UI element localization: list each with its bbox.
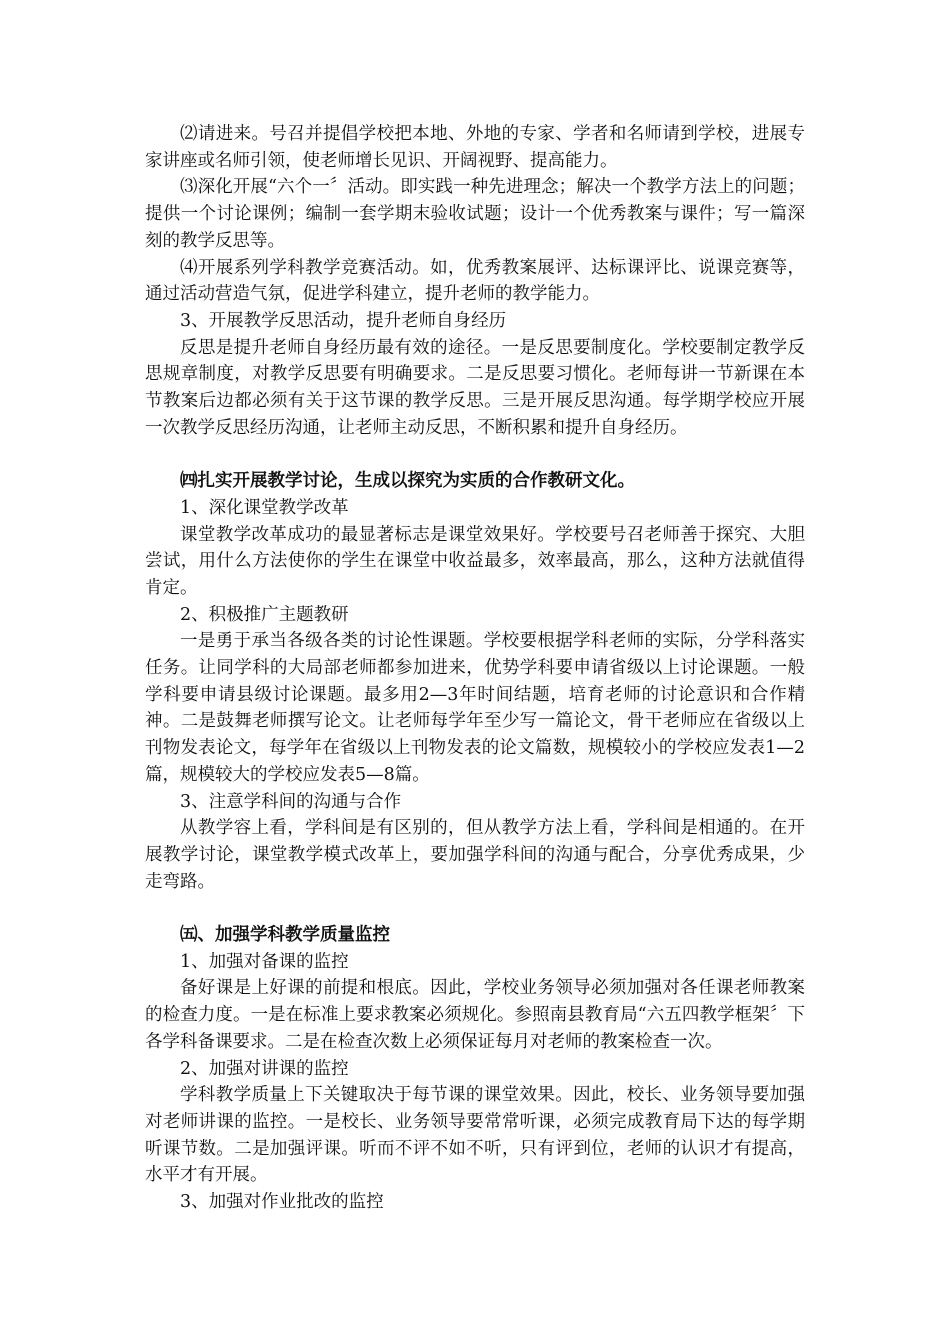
section5-paragraph-1: 备好课是上好课的前提和根底。因此，学校业务领导必须加强对各任课老师教案的检查力度。一是在标准上要求教案必须规化。参照南县教育局“六五四教学框架〞下各学科备课要求。二是在检查次数上必须保证每月对老师的教案检查一次。 — [145, 978, 805, 1052]
paragraph-six-ones: ⑶深化开展“六个一〞活动。即实践一种先进理念；解决一个教学方法上的问题；提供一个讨论课例；编制一套学期末验收试题；设计一个优秀教案与课件；写一篇深刻的教学反思等。 — [145, 177, 805, 251]
section5-heading: ㈤、加强学科教学质量监控 — [180, 925, 390, 946]
section4-paragraph-1: 课堂教学改革成功的最显著标志是课堂效果好。学校要号召老师善于探究、大胆尝试，用什么方法使你的学生在课堂中收益最多，效率最高，那么，这种方法就值得肯定。 — [145, 524, 805, 598]
section4-heading: ㈣扎实开展教学讨论，生成以探究为实质的合作教研文化。 — [180, 471, 635, 492]
paragraph-invite-experts: ⑵请进来。号召并提倡学校把本地、外地的专家、学者和名师请到学校，进展专家讲座或名师引领，使老师增长见识、开阔视野、提高能力。 — [145, 124, 805, 171]
section5-paragraph-2: 学科教学质量上下关键取决于每节课的课堂效果。因此，校长、业务领导要加强对老师讲课的监控。一是校长、业务领导要常常听课，必须完成教育局下达的每学期听课节数。二是加强评课。听而不评不如不听，只有评到位，老师的认识才有提高，水平才有开展。 — [145, 1085, 805, 1186]
section4-paragraph-3: 从教学容上看，学科间是有区别的，但从教学方法上看，学科间是相通的。在开展教学讨论，课堂教学模式改革上，要加强学科间的沟通与配合，分享优秀成果，少走弯路。 — [145, 818, 805, 892]
paragraph-competitions: ⑷开展系列学科教学竞赛活动。如，优秀教案展评、达标课评比、说课竞赛等，通过活动营造气氛，促进学科建立，提升老师的教学能力。 — [145, 257, 805, 305]
section4-subheading-1: 1、深化课堂教学改革 — [180, 497, 349, 518]
subheading-reflection: 3、开展教学反思活动，提升老师自身经历 — [180, 310, 507, 331]
section5-subheading-2: 2、加强对讲课的监控 — [180, 1058, 349, 1079]
section5-subheading-3: 3、加强对作业批改的监控 — [180, 1192, 384, 1213]
section4-paragraph-2: 一是勇于承当各级各类的讨论性课题。学校要根据学科老师的实际，分学科落实任务。让同学科的大局部老师都参加进来，优势学科要申请省级以上讨论课题。一般学科要申请县级讨论课题。最多用2—3年时间结题，培育老师的讨论意识和合作精神。二是鼓舞老师撰写论文。让老师每学年至少写一篇论文，骨干老师应在省级以上刊物发表论文，每学年在省级以上刊物发表的论文篇数，规模较小的学校应发表1—2篇，规模较大的学校应发表5—8篇。 — [145, 631, 805, 785]
document-page — [145, 121, 805, 1216]
section-gap — [145, 441, 805, 468]
section4-subheading-2: 2、积极推广主题教研 — [180, 604, 349, 625]
section-gap — [145, 895, 805, 922]
section5-subheading-1: 1、加强对备课的监控 — [180, 951, 349, 972]
paragraph-reflection: 反思是提升老师自身经历最有效的途径。一是反思要制度化。学校要制定教学反思规章制度，对教学反思要有明确要求。二是反思要习惯化。老师每讲一节新课在本节教案后边都必须有关于这节课的教学反思。三是开展反思沟通。每学期学校应开展一次教学反思经历沟通，让老师主动反思，不断积累和提升自身经历。 — [145, 337, 805, 438]
section4-subheading-3: 3、注意学科间的沟通与合作 — [180, 791, 402, 812]
